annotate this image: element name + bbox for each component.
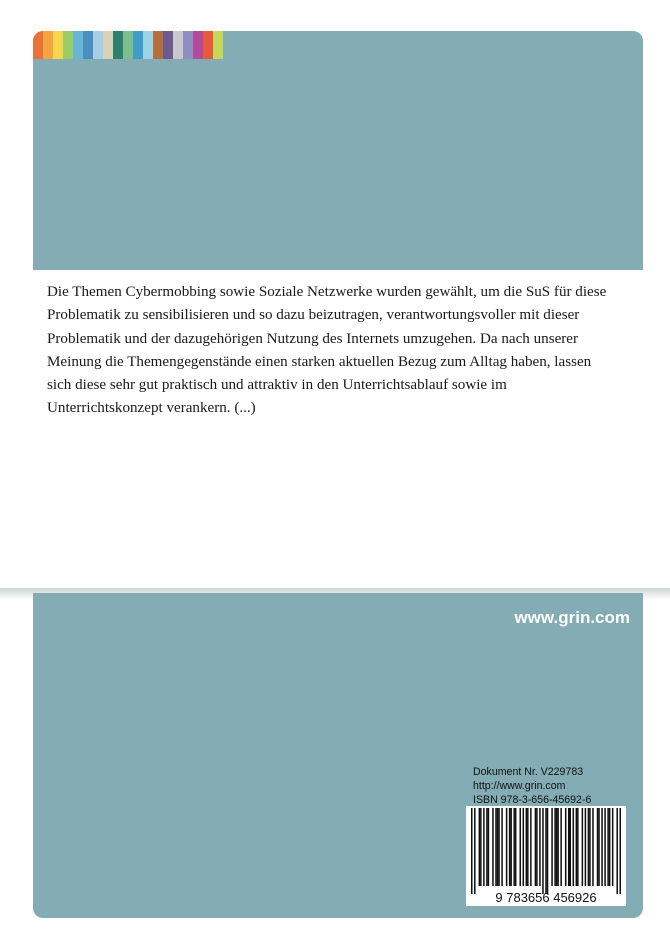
color-stripe: [213, 31, 223, 59]
color-stripe-bar: [33, 31, 223, 59]
color-stripe: [113, 31, 123, 59]
document-number: Dokument Nr. V229783: [473, 766, 584, 778]
color-stripe: [143, 31, 153, 59]
color-stripe: [93, 31, 103, 59]
back-cover-blurb: Die Themen Cybermobbing sowie Soziale Netzwerke wurden gewählt, um die SuS für diese Problematik zu sensibilisieren und so dazu beizutragen, verantwortungsvoller mit dieser Problematik und der dazugehörigen Nutzung des Internets umzugehen. Da nach unserer Meinung die Themengegenstände einen starken aktuellen Bezug zum Alltag haben, lassen sich diese sehr gut praktisch und attraktiv in den Unterrichtsablauf sowie im Unterrichtskonzept verankern. (...): [47, 284, 607, 417]
isbn-info: [473, 765, 591, 807]
isbn-barcode: [466, 806, 626, 906]
color-stripe: [123, 31, 133, 59]
color-stripe: [33, 31, 43, 59]
color-stripe: [193, 31, 203, 59]
color-stripe: [173, 31, 183, 59]
barcode-digits: 9 783656 456926: [495, 890, 597, 905]
color-stripe: [163, 31, 173, 59]
color-stripe: [103, 31, 113, 59]
color-stripe: [133, 31, 143, 59]
isbn-number: ISBN 978-3-656-45692-6: [473, 794, 592, 806]
color-stripe: [203, 31, 213, 59]
color-stripe: [73, 31, 83, 59]
color-stripe: [83, 31, 93, 59]
color-stripe: [63, 31, 73, 59]
color-stripe: [153, 31, 163, 59]
cover-top-panel: [33, 31, 643, 270]
color-stripe: [53, 31, 63, 59]
document-url[interactable]: http://www.grin.com: [473, 780, 566, 792]
color-stripe: [43, 31, 53, 59]
color-stripe: [183, 31, 193, 59]
publisher-website[interactable]: www.grin.com: [514, 608, 630, 627]
